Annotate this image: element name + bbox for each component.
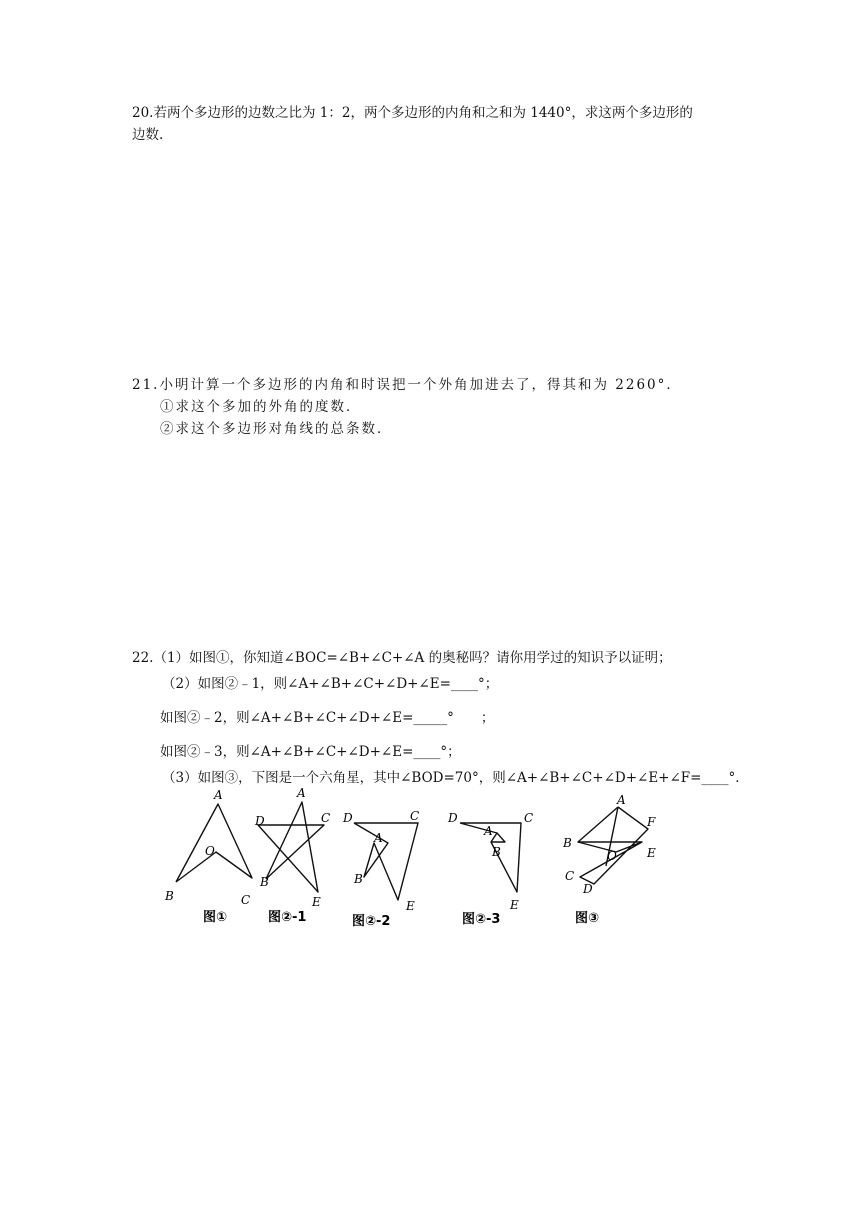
fig1-caption: 图① (203, 910, 228, 925)
question-22-part-2-fig2-2: 如图②﹣2，则∠A+∠B+∠C+∠D+∠E=_____° ； (160, 710, 495, 726)
fig2-2-label-a: A (374, 831, 383, 845)
fig3-label-o: O (607, 849, 617, 863)
fig2-1-label-a: A (297, 786, 306, 800)
fig2-3-label-b: B (492, 845, 501, 859)
question-20-line-2: 边数. (132, 127, 164, 143)
figure-1-arrowhead (176, 804, 252, 882)
figure-2-2-figure (354, 823, 418, 900)
question-20 (132, 102, 762, 146)
fig1-label-c: C (241, 893, 251, 907)
fig3-caption: 图③ (575, 911, 600, 926)
fig2-3-caption: 图②-3 (462, 912, 501, 927)
fig2-3-label-c: C (524, 811, 534, 825)
fig2-3-label-e: E (510, 898, 519, 912)
question-20-line-1: 20.若两个多边形的边数之比为 1：2，两个多边形的内角和之和为 1440°，求这两个多边形的 (132, 105, 693, 121)
question-21 (132, 374, 762, 440)
question-21-part-1: ①求这个多加的外角的度数． (160, 399, 362, 415)
fig2-1-caption: 图②-1 (268, 910, 307, 925)
question-22-part-2-fig2-1: （2）如图②﹣1，则∠A+∠B+∠C+∠D+∠E=____°； (162, 676, 499, 692)
question-22-part-1: 22.（1）如图①，你知道∠BOC=∠B+∠C+∠A 的奥秘吗？请你用学过的知识予以证明； (132, 650, 672, 666)
fig2-1-label-c: C (321, 811, 331, 825)
question-22-part-2-fig2-3: 如图②﹣3，则∠A+∠B+∠C+∠D+∠E=____°； (160, 744, 461, 760)
figure-3-six-star (578, 807, 648, 884)
fig1-label-b: B (165, 889, 174, 903)
question-21-part-2: ②求这个多边形对角线的总条数． (160, 421, 393, 437)
fig2-3-label-d: D (448, 811, 458, 825)
fig2-1-label-d: D (255, 814, 265, 828)
fig2-2-caption: 图②-2 (352, 914, 391, 929)
fig1-label-a: A (214, 788, 223, 802)
fig3-label-a: A (617, 793, 626, 807)
fig3-label-c: C (565, 869, 575, 883)
fig2-3-label-a: A (484, 824, 493, 838)
fig1-label-o: O (205, 844, 215, 858)
question-22-part-3: （3）如图③，下图是一个六角星，其中∠BOD=70°，则∠A+∠B+∠C+∠D+∠E+∠F=____°． (162, 770, 749, 786)
fig2-1-label-e: E (312, 895, 321, 909)
fig2-1-label-b: B (260, 875, 269, 889)
question-22 (132, 645, 762, 791)
fig2-2-label-c: C (410, 809, 420, 823)
fig3-label-d: D (583, 882, 593, 896)
fig2-2-label-b: B (354, 872, 363, 886)
fig2-2-label-e: E (406, 899, 415, 913)
fig3-label-e: E (647, 846, 656, 860)
fig2-2-label-d: D (343, 811, 353, 825)
question-21-line-1: 21.小明计算一个多边形的内角和时误把一个外角加进去了，得其和为 2260°． (132, 377, 682, 393)
geometry-figures (158, 782, 663, 934)
fig3-label-f: F (647, 815, 656, 829)
fig3-label-b: B (563, 836, 572, 850)
